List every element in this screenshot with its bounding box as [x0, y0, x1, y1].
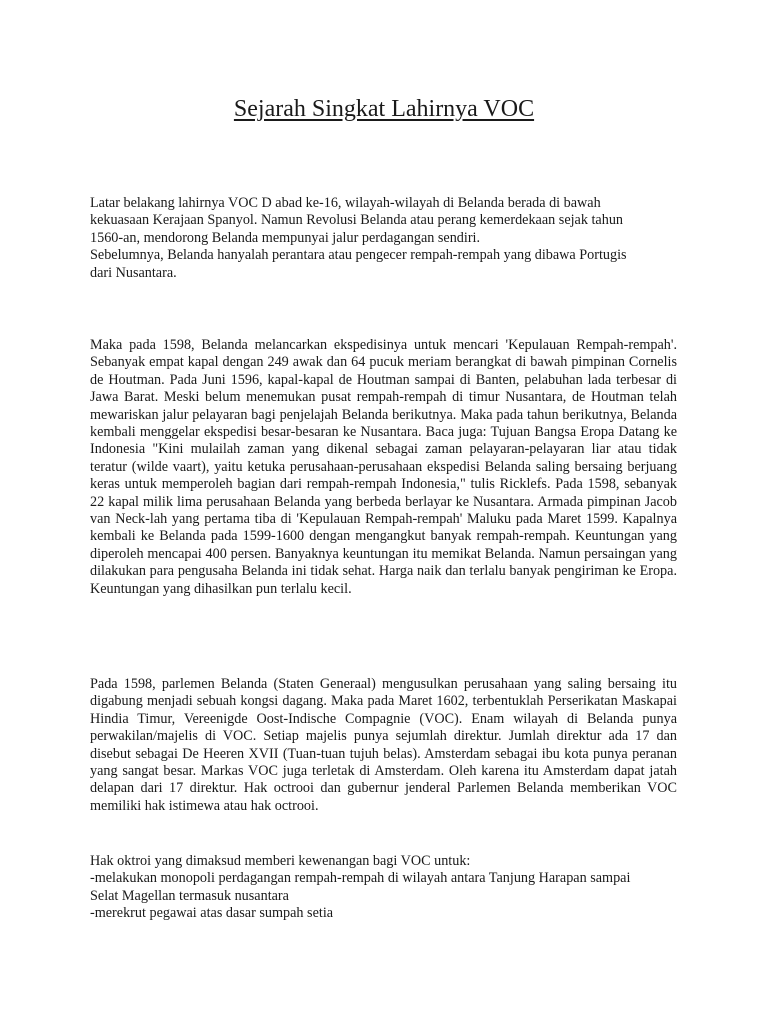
list-item: -merekrut pegawai atas dasar sumpah setia: [90, 905, 334, 922]
paragraph-line: Hak oktroi yang dimaksud memberi kewenangan bagi VOC untuk:: [90, 853, 471, 869]
paragraph-line: 1560-an, mendorong Belanda mempunyai jalur perdagangan sendiri.: [90, 229, 481, 246]
paragraph-background: [90, 195, 677, 282]
paragraph-line: kekuasaan Kerajaan Spanyol. Namun Revolusi Belanda atau perang kemerdekaan sejak tahun: [90, 212, 624, 229]
list-item: -melakukan monopoli perdagangan rempah-rempah di wilayah antara Tanjung Harapan sampai: [90, 870, 631, 887]
paragraph-voc-formation: Pada 1598, parlemen Belanda (Staten Generaal) mengusulkan perusahaan yang saling bersaing itu digabung menjadi sebuah kongsi dagang. Maka pada Maret 1602, terbentuklah Perserikatan Maskapai Hindia Timur, Vereenigde Oost-Indische Compagnie (VOC). Enam wilayah di Belanda punya perwakilan/majelis di VOC. Setiap majelis punya sejumlah direktur. Jumlah direktur ada 17 dan disebut sebagai De Heeren XVII (Tuan-tuan tujuh belas). Amsterdam sebagai ibu kota punya peranan yang sangat besar. Markas VOC juga terletak di Amsterdam. Oleh karena itu Amsterdam dapat jatah delapan dari 17 direktur. Hak octrooi dan gubernur jenderal Parlemen Belanda memberikan VOC memiliki hak istimewa atau hak octrooi.: [90, 676, 677, 814]
list-item: Selat Magellan termasuk nusantara: [90, 887, 289, 904]
paragraph-line: Sebelumnya, Belanda hanyalah perantara atau pengecer rempah-rempah yang dibawa Portugis: [90, 247, 627, 264]
paragraph-line: Latar belakang lahirnya VOC D abad ke-16, wilayah-wilayah di Belanda berada di bawah: [90, 195, 601, 211]
paragraph-line: dari Nusantara.: [90, 264, 177, 281]
document-title: Sejarah Singkat Lahirnya VOC: [233, 96, 535, 122]
paragraph-expedition: Maka pada 1598, Belanda melancarkan ekspedisinya untuk mencari 'Kepulauan Rempah-rempah'. Sebanyak empat kapal dengan 249 awak dan 64 pucuk meriam berangkat di bawah pimpinan Cornelis de Houtman. Pada Juni 1596, kapal-kapal de Houtman sampai di Banten, pelabuhan lada terbesar di Jawa Barat. Meski belum menemukan pusat rempah-rempah di timur Nusantara, de Houtman telah mewariskan jalur pelayaran bagi penjelajah Belanda berikutnya. Maka pada tahun berikutnya, Belanda kembali menggelar ekspedisi besar-besaran ke Nusantara. Baca juga: Tujuan Bangsa Eropa Datang ke Indonesia "Kini mulailah zaman yang dikenal sebagai zaman pelayaran-pelayaran liar atau tidak teratur (wilde vaart), yaitu ketuka perusahaan-perusahaan ekspedisi Belanda saling bersaing berjuang keras untuk memperoleh bagian dari rempah-rempah Indonesia," tulis Ricklefs. Pada 1598, sebanyak 22 kapal milik lima perusahaan Belanda yang berbeda berlayar ke Nusantara. Armada pimpinan Jacob van Neck-lah yang pertama tiba di 'Kepulauan Rempah-rempah' Maluku pada Maret 1599. Kapalnya kembali ke Belanda pada 1599-1600 dengan mengangkut banyak rempah-rempah. Keuntungan yang diperoleh mencapai 400 persen. Banyaknya keuntungan itu memikat Belanda. Namun persaingan yang dilakukan para pengusaha Belanda ini tidak sehat. Harga naik dan terlalu banyak pengiriman ke Eropa. Keuntungan yang dihasilkan pun terlalu kecil.: [90, 337, 677, 597]
paragraph-octrooi-rights: [90, 853, 677, 923]
